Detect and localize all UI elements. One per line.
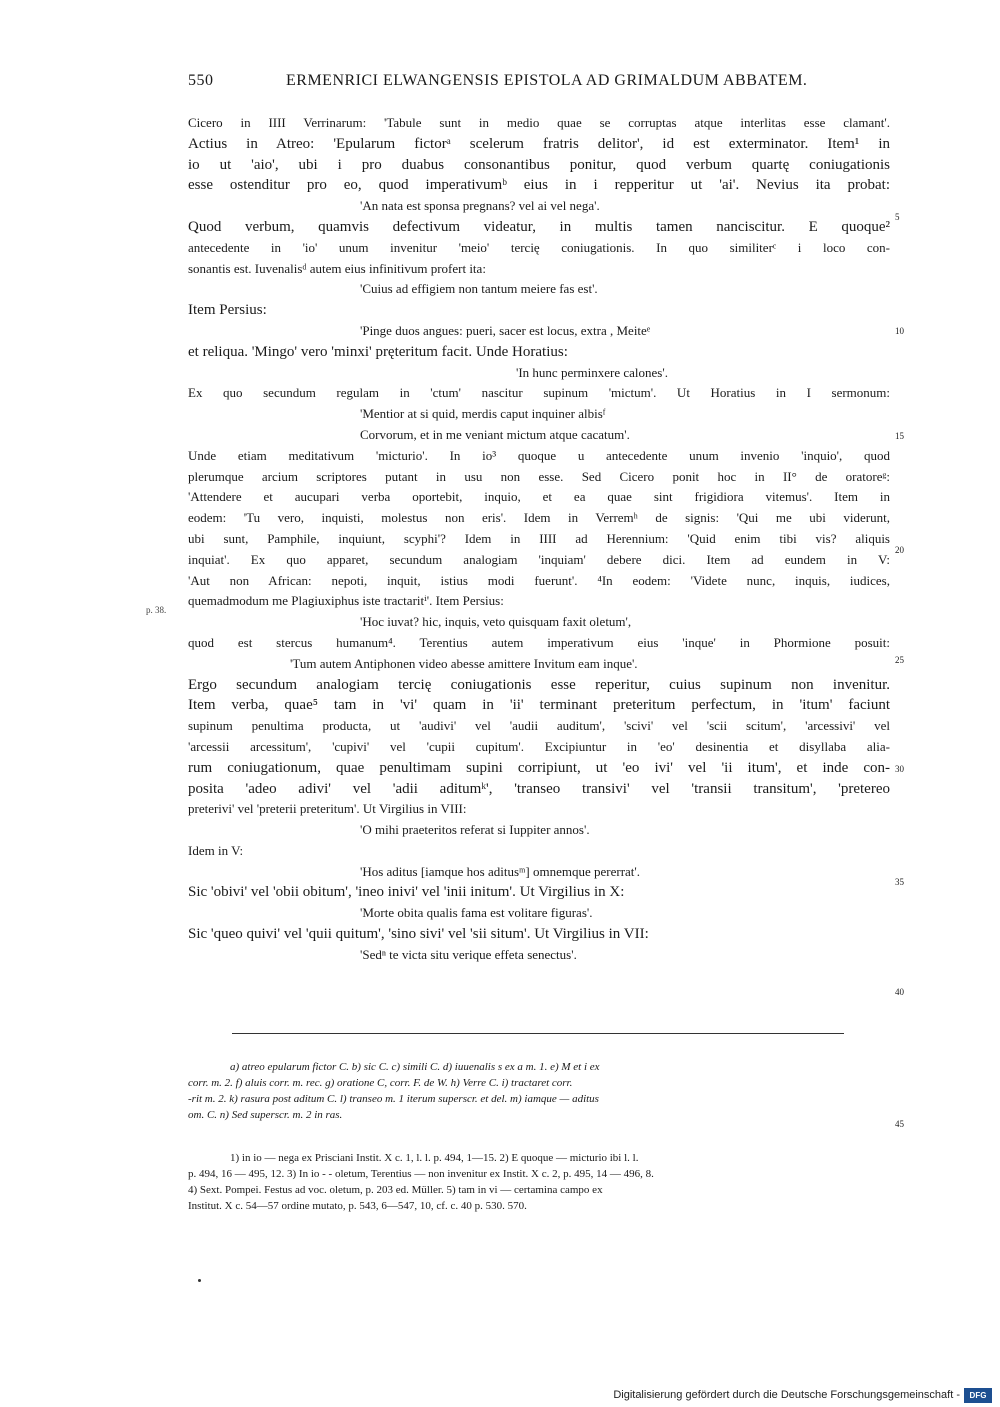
text-line: antecedente in 'io' unum invenitur 'meio' tercię coniugationis. In quo similiterᶜ i loco con-: [188, 239, 890, 255]
source-note-line: 4) Sext. Pompei. Festus ad voc. oletum, p. 203 ed. Müller. 5) tam in vi — certamina campo ex: [188, 1184, 603, 1196]
main-text: [188, 113, 890, 966]
quotation-line: 'Pinge duos angues: pueri, sacer est locus, extra , Meiteᵉ: [360, 322, 651, 338]
text-line: quemadmodum me Plagiuxiphus iste tractaritⁱ'. Item Persius:: [188, 593, 504, 609]
line-number: 5: [895, 212, 900, 222]
quotation-line: 'Hos aditus [iamque hos aditusᵐ] omnemque pererrat'.: [360, 863, 640, 879]
digitization-footer: [0, 1388, 1000, 1406]
funding-credit: Digitalisierung gefördert durch die Deutsche Forschungsgemeinschaft -: [613, 1389, 960, 1401]
line-number: 10: [895, 326, 904, 336]
text-line: supinum penultima producta, ut 'audivi' vel 'audii auditum', 'scivi' vel 'scii scitum', 'arcessivi' vel: [188, 718, 890, 734]
source-note-line: 1) in io — nega ex Prisciani Instit. X c. 1, l. l. p. 494, 1—15. 2) E quoque — micturio ibi l. l.: [230, 1152, 639, 1164]
text-line: 'arcessii arcessitum', 'cupivi' vel 'cupii cupitum'. Excipiuntur in 'eo' desinentia et disyllaba alia-: [188, 738, 890, 754]
line-number: 30: [895, 764, 904, 774]
source-note-line: Institut. X c. 54—57 ordine mutato, p. 543, 6—547, 10, cf. c. 40 p. 530. 570.: [188, 1200, 527, 1212]
text-line: Sic 'queo quivi' vel 'quii quitum', 'sino sivi' vel 'sii situm'. Ut Virgilius in VII:: [188, 926, 649, 943]
quotation-line: 'Hoc iuvat? hic, inquis, veto quisquam faxit oletum',: [360, 614, 632, 630]
apparatus-line: om. C. n) Sed superscr. m. 2 in ras.: [188, 1109, 343, 1121]
text-line: 'Aut non African: nepoti, inquit, istius modi fuerunt'. ⁴In eodem: 'Videte nunc, inquis, iudices,: [188, 572, 890, 588]
quotation-line: 'Cuius ad effigiem non tantum meiere fas est'.: [360, 281, 598, 297]
text-line: Idem in V:: [188, 842, 244, 858]
text-line: esse ostenditur pro eo, quod imperativumᵇ eius in i repperitur ut 'ai'. Nevius ita probat:: [188, 177, 890, 194]
text-line: inquiat'. Ex quo apparet, secundum analogiam 'inquiam' debere dici. Item ad eundem in V:: [188, 551, 890, 567]
text-line: Ergo secundum analogiam tercię coniugationis esse reperitur, cuius supinum non invenitur.: [188, 676, 890, 693]
text-line: Quod verbum, quamvis defectivum videatur, in multis tamen nanciscitur. E quoque²: [188, 218, 890, 235]
stray-dot: [198, 1279, 201, 1282]
text-line: 'Attendere et aucupari verba oportebit, inquio, et ea quae sint frigidiora vitemus'. Item in: [188, 489, 890, 505]
text-line: Item verba, quae⁵ tam in 'vi' quam in 'ii' terminant preteritum perfectum, in 'itum' faciunt: [188, 697, 890, 714]
quotation-line: 'In hunc perminxere calones'.: [516, 364, 668, 380]
quotation-line: 'Morte obita qualis fama est volitare figuras'.: [360, 905, 593, 921]
quotation-line: 'Sedⁿ te victa situ verique effeta senectus'.: [360, 946, 577, 962]
text-line: Ex quo secundum regulam in 'ctum' nascitur supinum 'mictum'. Ut Horatius in I sermonum:: [188, 385, 890, 401]
text-line: Cicero in IIII Verrinarum: 'Tabule sunt in medio quae se corruptas atque interlitas esse clamant'.: [188, 115, 890, 130]
text-line: quod est stercus humanum⁴. Terentius autem imperativum eius 'inque' in Phormione posuit:: [188, 634, 890, 650]
running-title: ERMENRICI ELWANGENSIS EPISTOLA AD GRIMALDUM ABBATEM.: [286, 72, 808, 89]
running-header: [188, 72, 888, 96]
text-line: posita 'adeo adivi' vel 'adii aditumᵏ', 'transeo transivi' vel 'transii transitum', 'pretereo: [188, 780, 890, 797]
line-number: 40: [895, 987, 904, 997]
text-line: Item Persius:: [188, 302, 267, 319]
line-number: 45: [895, 1119, 904, 1129]
apparatus-line: corr. m. 2. f) aluis corr. m. rec. g) oratione C, corr. F. de W. h) Verre C. i) tractaret corr.: [188, 1077, 573, 1089]
text-line: plerumque arcium scriptores putant in usu non esse. Sed Cicero ponit hoc in II° de oratoreᵍ:: [188, 468, 890, 484]
quotation-line: 'An nata est sponsa pregnans? vel ai vel nega'.: [360, 198, 600, 214]
line-number: 15: [895, 431, 904, 441]
apparatus-line: a) atreo epularum fictor C. b) sic C. c) simili C. d) iuuenalis s ex a m. 1. e) M et i ex: [230, 1061, 600, 1073]
source-notes: [188, 1150, 890, 1214]
text-line: Actius in Atreo: 'Epularum fictorᵃ scelerum fratris delitor', id est exterminator. Item¹ in: [188, 135, 890, 152]
critical-apparatus: [188, 1059, 890, 1123]
source-note-line: p. 494, 16 — 495, 12. 3) In io - - oletum, Terentius — non invenitur ex Instit. X c. 2, p. 495, 14 — 496, 8.: [188, 1168, 654, 1180]
text-line: eodem: 'Tu vero, inquisti, molestus non eris'. Idem in Verremʰ de signis: 'Qui me ubi viderunt,: [188, 510, 890, 526]
line-number: 35: [895, 877, 904, 887]
line-number: 20: [895, 545, 904, 555]
page-number: 550: [188, 72, 214, 89]
text-line: rum coniugationum, quae penultimam supini corripiunt, ut 'eo ivi' vel 'ii itum', et inde con-: [188, 759, 890, 776]
text-line: sonantis est. Iuvenalisᵈ autem eius infinitivum profert ita:: [188, 260, 486, 276]
dfg-logo: DFG: [964, 1388, 992, 1403]
quotation-line: 'Tum autem Antiphonen video abesse amittere Invitum eam inque'.: [290, 655, 638, 671]
text-line: Sic 'obivi' vel 'obii obitum', 'ineo inivi' vel 'inii initum'. Ut Virgilius in X:: [188, 884, 625, 901]
text-line: Unde etiam meditativum 'micturio'. In io³ quoque u antecedente unum invenio 'inquio', quod: [188, 447, 890, 463]
quotation-line: 'Mentior at si quid, merdis caput inquiner albisᶠ: [360, 406, 606, 422]
quotation-line: 'O mihi praeteritos referat si Iuppiter annos'.: [360, 822, 590, 838]
quotation-line: Corvorum, et in me veniant mictum atque cacatum'.: [360, 426, 630, 442]
footnote-divider: [232, 1033, 844, 1034]
text-line: et reliqua. 'Mingo' vero 'minxi' pręteritum facit. Unde Horatius:: [188, 343, 568, 360]
text-line: io ut 'aio', ubi i pro duabus consonantibus ponitur, quod verbum quartę coniugationis: [188, 156, 890, 173]
line-number: 25: [895, 655, 904, 665]
text-line: preterivi' vel 'preterii preteritum'. Ut Virgilius in VIII:: [188, 801, 467, 817]
page-reference-margin-note: p. 38.: [146, 605, 167, 615]
text-line: ubi sunt, Pamphile, inquiunt, scyphi'? Idem in IIII ad Herennium: 'Quid enim tibi vis? aliquis: [188, 530, 890, 546]
apparatus-line: -rit m. 2. k) rasura post aditum C. l) transeo m. 1 iterum superscr. et del. m) iamque — aditus: [188, 1093, 599, 1105]
